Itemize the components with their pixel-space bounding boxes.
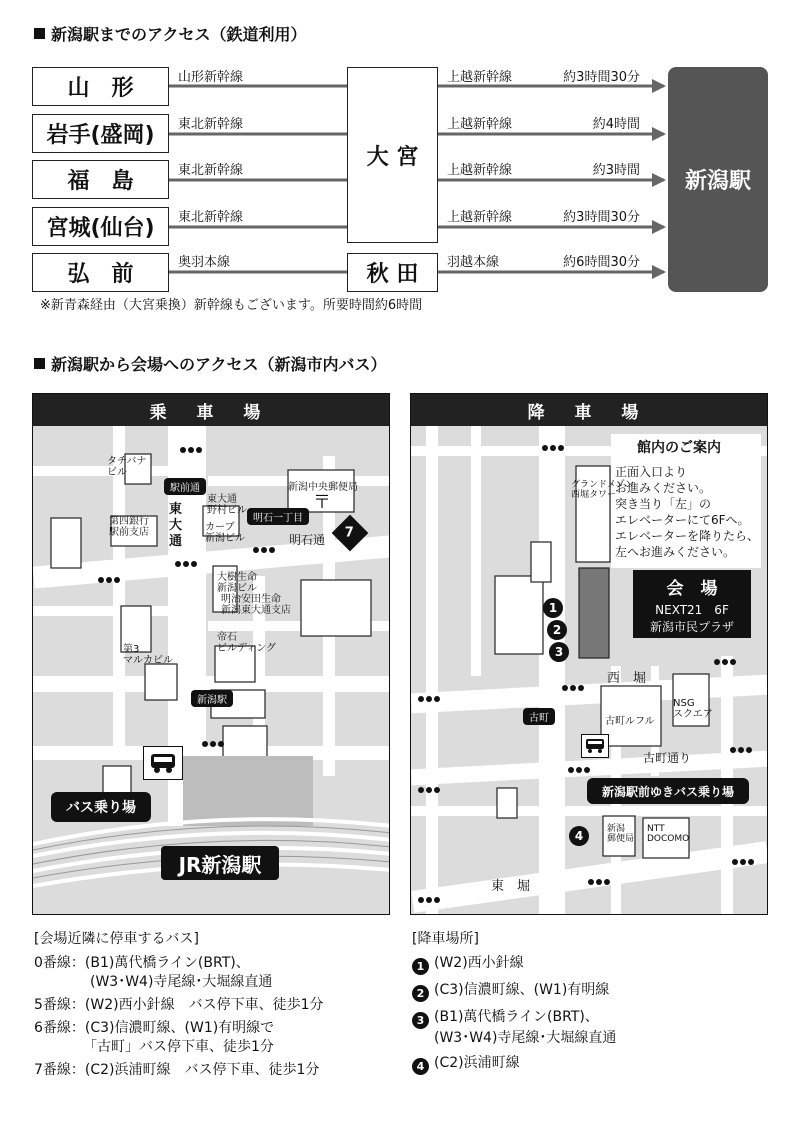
second-leg-label: 上越新幹線 [447, 163, 513, 178]
duration-label: 約3時間30分 [563, 70, 640, 85]
second-leg-label: 上越新幹線 [447, 210, 513, 225]
stop-1-marker: 1 [543, 598, 563, 618]
label-furumachi: 古町 [523, 708, 555, 725]
jr-niigata-station-label: JR新潟駅 [161, 846, 279, 880]
origin-yamagata: 山 形 [32, 67, 169, 106]
label-central-post-office: 新潟中央郵便局 [288, 482, 358, 493]
label-meiji-yasuda: 明治安田生命 新潟東大通支店 [221, 594, 291, 616]
origin-fukushima: 福 島 [32, 160, 169, 199]
boarding-map-header: 乗 車 場 [33, 394, 389, 426]
label-niigata-station: 新潟駅 [191, 690, 233, 707]
origin-miyagi: 宮城(仙台) [32, 207, 169, 246]
origin-hirosaki: 弘 前 [32, 253, 169, 292]
legend-stop-4: 4 (C2)浜浦町線 [412, 1054, 616, 1075]
label-niigata-post-office: 新潟 郵便局 [607, 824, 635, 844]
bus-icon [143, 746, 183, 780]
label-grand-mezon-tower: グランドメゾン 西堀タワー [571, 480, 634, 500]
venue-guide-text: 正面入口より お進みください。 突き当り「左」の エレベーターにて6Fへ。 エレベーターを降りたら、 左へお進みください。 [615, 465, 760, 559]
venue-callout [633, 570, 751, 638]
label-teiseki-building: 帝石 ビルディング [217, 632, 276, 654]
bus-icon [581, 734, 609, 758]
first-leg-label: 山形新幹線 [178, 70, 244, 85]
legend-stop-3: 3 (B1)萬代橋ライン(BRT)、 [412, 1008, 616, 1029]
rail-note: ※新青森経由（大宮乗換）新幹線もございます。所要時間約6時間 [40, 298, 423, 313]
hub-akita: 秋 田 [347, 253, 438, 292]
legend-row: 5番線：(W2)西小針線 バス停下車、徒歩1分 [34, 997, 324, 1013]
label-akeishi-1chome: 明石一丁目 [247, 508, 309, 525]
route-7-marker: 7 [332, 515, 369, 552]
venue-name: 新潟市民プラザ [649, 620, 734, 634]
square-bullet-icon [34, 358, 45, 369]
label-tachibana-building: タチバナ ビル [107, 456, 147, 478]
alighting-bus-stop-callout: 新潟駅前ゆきバス乗り場 [587, 778, 749, 804]
legend-row: 「古町」バス停下車、徒歩1分 [34, 1039, 274, 1055]
stop-2-marker: 2 [547, 620, 567, 640]
label-nsg-square: NSG スクエア [673, 698, 713, 720]
alighting-map-header: 降 車 場 [411, 394, 767, 426]
label-furumachi-dori: 古町通り [643, 751, 692, 765]
legend-stop-3-continued: (W3･W4)寺尾線･大堀線直通 [434, 1030, 617, 1046]
duration-label: 約6時間30分 [563, 255, 640, 270]
legend-alighting-stops-title: [降車場所] [412, 931, 479, 947]
first-leg-label: 奥羽本線 [178, 255, 231, 270]
boarding-bus-stop-callout: バス乗り場 [51, 792, 151, 822]
bus-section-title: 新潟駅から会場へのアクセス（新潟市内バス） [34, 352, 387, 375]
duration-label: 約3時間 [592, 163, 640, 178]
label-maruka-building: 第3 マルカビル [123, 644, 173, 666]
destination-niigata-station: 新潟駅 [668, 67, 768, 292]
rail-section-title: 新潟駅までのアクセス（鉄道利用） [34, 22, 307, 45]
label-higashibori: 東 堀 [491, 879, 531, 894]
legend-row: 7番線：(C2)浜浦町線 バス停下車、徒歩1分 [34, 1062, 320, 1078]
legend-nearby-buses [34, 928, 324, 1080]
label-higashi-nomura-building: 東大通 野村ビル [207, 494, 247, 516]
label-akeishi-dori: 明石通 [289, 533, 326, 547]
duration-label: 約4時間 [592, 117, 640, 132]
label-taiju-building: 大樹生命 新潟ビル [217, 572, 257, 594]
second-leg-label: 羽越本線 [447, 255, 500, 270]
venue-floor: NEXT21 6F [655, 603, 729, 617]
number-3-icon: 3 [412, 1012, 429, 1029]
legend-row: (W3･W4)寺尾線･大堀線直通 [34, 974, 273, 990]
origin-iwate: 岩手(盛岡) [32, 114, 169, 153]
legend-stop-2: 2 (C3)信濃町線、(W1)有明線 [412, 981, 616, 1002]
stop-3-marker: 3 [549, 642, 569, 662]
legend-nearby-buses-title: [会場近隣に停車するバス] [34, 931, 199, 947]
label-nishibori: 西 堀 [607, 671, 647, 686]
second-leg-label: 上越新幹線 [447, 117, 513, 132]
label-higashi-odori: 東 大 通 [169, 502, 183, 549]
label-daishi-bank: 第四銀行 駅前支店 [109, 516, 149, 538]
number-1-icon: 1 [412, 958, 429, 975]
legend-row: 0番線：(B1)萬代橋ライン(BRT)、 [34, 955, 250, 971]
label-kamo-building: カーブ 新潟ビル [205, 522, 245, 544]
venue-guide-title: 館内のご案内 [637, 440, 721, 456]
legend-stop-1: 1 (W2)西小針線 [412, 954, 616, 975]
number-2-icon: 2 [412, 985, 429, 1002]
number-4-icon: 4 [412, 1058, 429, 1075]
first-leg-label: 東北新幹線 [178, 117, 244, 132]
boarding-map [32, 393, 390, 915]
stop-4-marker: 4 [569, 826, 589, 846]
legend-alighting-stops [412, 928, 616, 1075]
legend-row: 6番線：(C3)信濃町線、(W1)有明線で [34, 1020, 275, 1036]
first-leg-label: 東北新幹線 [178, 210, 244, 225]
alighting-map [410, 393, 768, 915]
venue-title: 会 場 [666, 579, 718, 599]
label-ntt-docomo: NTT DOCOMO [647, 824, 690, 844]
first-leg-label: 東北新幹線 [178, 163, 244, 178]
hub-omiya: 大 宮 [347, 67, 438, 243]
label-ekimae-dori: 駅前通 [164, 478, 206, 495]
post-office-icon: 〒 [313, 492, 331, 513]
second-leg-label: 上越新幹線 [447, 70, 513, 85]
label-furumachi-rufuru: 古町ルフル [605, 716, 655, 727]
duration-label: 約3時間30分 [563, 210, 640, 225]
